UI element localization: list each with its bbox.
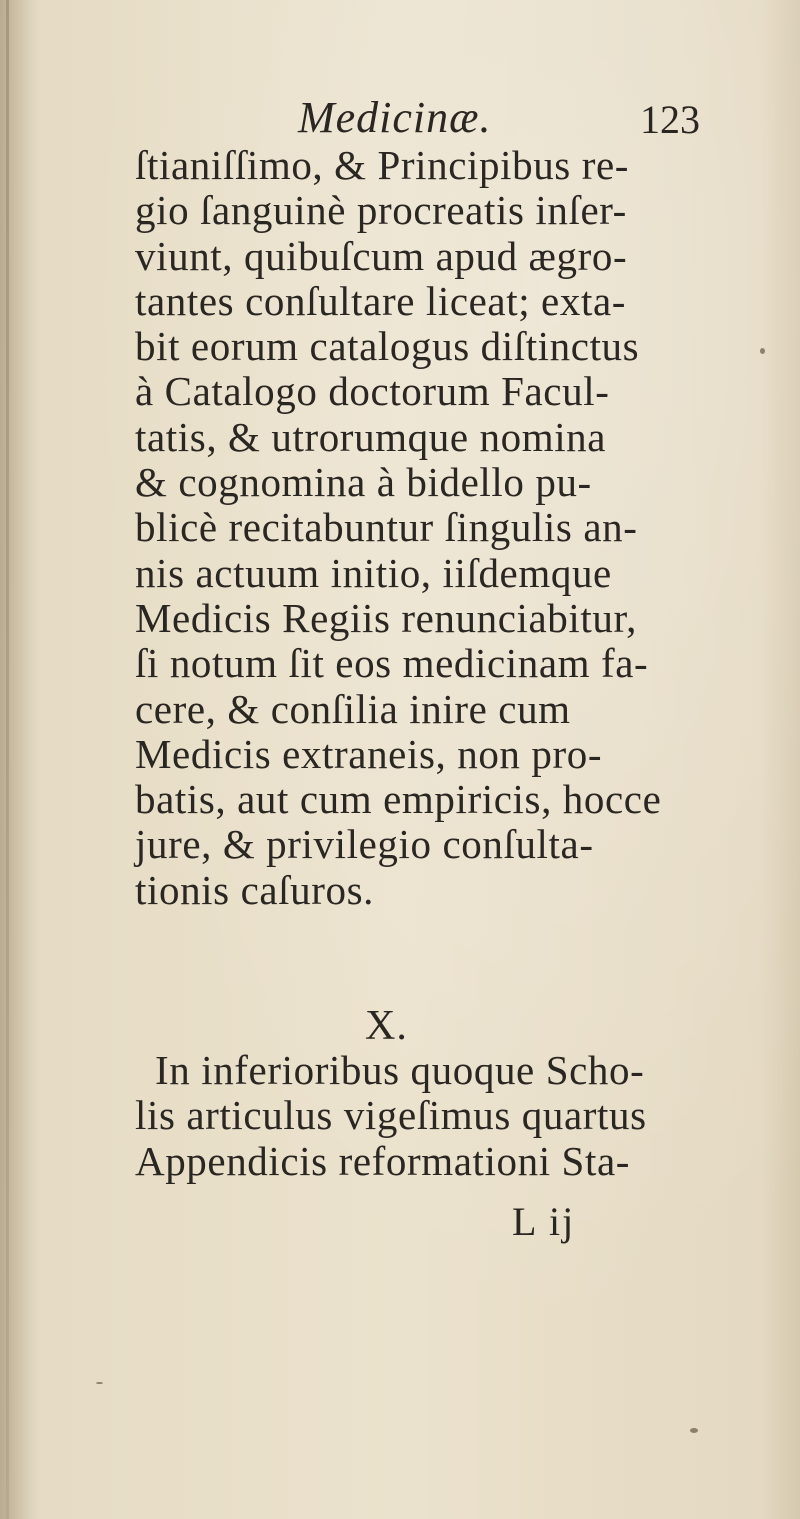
text-line: gio ſanguinè procreatis inſer-: [135, 187, 627, 234]
running-title: Medicinæ.: [298, 93, 492, 142]
text-line: cere, & conſilia inire cum: [135, 685, 571, 732]
ink-speck: [760, 348, 765, 354]
section-number: X.: [365, 1003, 408, 1049]
main-paragraph: [135, 143, 735, 913]
text-line: ſtianiſſimo, & Principibus re-: [135, 142, 630, 188]
text-line: bit eorum catalogus diſtinctus: [135, 323, 640, 370]
signature-mark: L ij: [512, 1199, 576, 1244]
page-number: 123: [640, 97, 700, 142]
text-line: batis, aut cum empiricis, hocce: [135, 776, 662, 823]
ink-speck: [690, 1428, 698, 1433]
ink-speck: [96, 1382, 103, 1384]
text-line: lis articulus vigeſimus quartus: [135, 1092, 647, 1139]
text-line: Medicis Regiis renunciabitur,: [135, 594, 637, 641]
text-line: nis actuum initio, iiſdemque: [135, 549, 612, 596]
text-line: ſi notum ſit eos medicinam fa-: [135, 640, 649, 687]
text-line: tatis, & utrorumque nomina: [135, 413, 607, 460]
text-line: tionis caſuros.: [135, 866, 375, 913]
text-line: In inferioribus quoque Scho-: [155, 1047, 645, 1093]
text-line: tantes conſultare liceat; exta-: [135, 277, 627, 324]
text-line: blicè recitabuntur ſingulis an-: [135, 504, 638, 551]
text-line: & cognomina à bidello pu-: [135, 459, 592, 506]
page-edge: [6, 0, 9, 1519]
section-paragraph: [135, 1048, 735, 1184]
text-line: Medicis extraneis, non pro-: [135, 730, 603, 777]
text-line: viunt, quibuſcum apud ægro-: [135, 232, 628, 279]
text-line: Appendicis reformationi Sta-: [135, 1137, 631, 1184]
text-line: jure, & privilegio conſulta-: [135, 821, 594, 868]
text-line: à Catalogo doctorum Facul-: [135, 368, 610, 415]
